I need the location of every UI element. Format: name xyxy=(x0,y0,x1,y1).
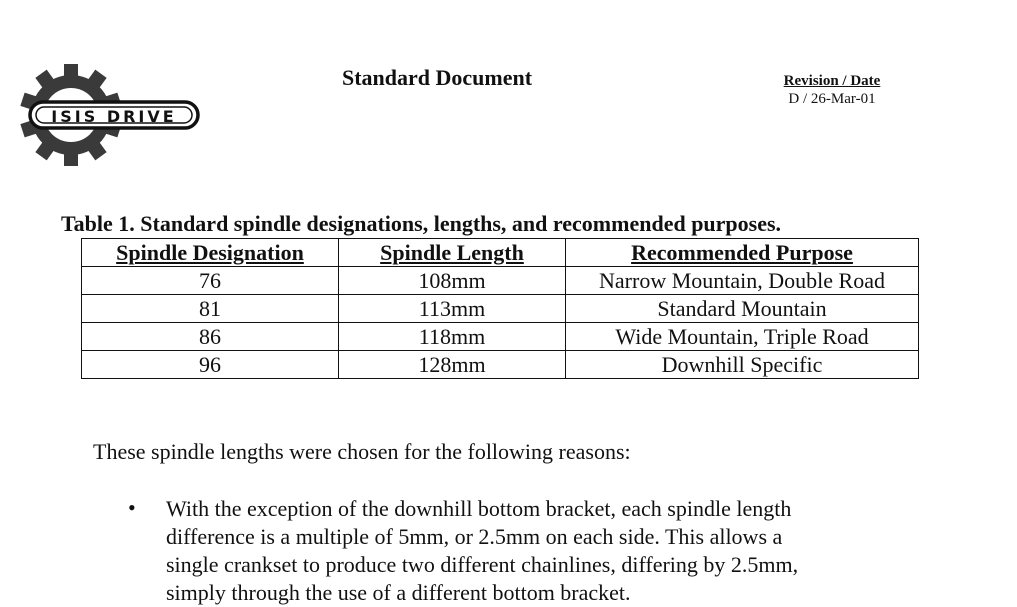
table-cell: 118mm xyxy=(339,323,566,351)
intro-paragraph: These spindle lengths were chosen for the following reasons: xyxy=(93,439,631,464)
table-cell: Wide Mountain, Triple Road xyxy=(566,323,919,351)
bullet-line: single crankset to produce two different chainlines, differing by 2.5mm, xyxy=(166,552,799,577)
bullet-marker: • xyxy=(128,495,136,520)
table-cell: 86 xyxy=(82,323,339,351)
table-cell: 96 xyxy=(82,351,339,379)
bullet-line: simply through the use of a different bottom bracket. xyxy=(166,580,631,605)
table-cell: 76 xyxy=(82,267,339,295)
document-title: Standard Document xyxy=(342,65,533,90)
table-cell: 113mm xyxy=(339,295,566,323)
revision-value: D / 26-Mar-01 xyxy=(788,91,876,107)
column-header: Spindle Designation xyxy=(82,239,339,267)
table-cell: 108mm xyxy=(339,267,566,295)
column-header: Recommended Purpose xyxy=(566,239,919,267)
bullet-item xyxy=(166,495,926,607)
table-row xyxy=(82,323,919,351)
revision-block xyxy=(778,73,886,108)
column-header: Spindle Length xyxy=(339,239,566,267)
table-caption: Table 1. Standard spindle designations, lengths, and recommended purposes. xyxy=(61,211,782,236)
logo-wordmark: ISIS DRIVE xyxy=(51,107,177,126)
table-row xyxy=(82,295,919,323)
bullet-line: With the exception of the downhill bottom bracket, each spindle length xyxy=(166,496,792,521)
table-cell: 81 xyxy=(82,295,339,323)
table-cell: Standard Mountain xyxy=(566,295,919,323)
table-row xyxy=(82,267,919,295)
spindle-table xyxy=(81,238,919,379)
table-cell: 128mm xyxy=(339,351,566,379)
isis-drive-logo xyxy=(10,62,202,168)
table-row xyxy=(82,351,919,379)
bullet-line: difference is a multiple of 5mm, or 2.5mm on each side. This allows a xyxy=(166,524,783,549)
table-cell: Downhill Specific xyxy=(566,351,919,379)
revision-label: Revision / Date xyxy=(783,73,881,89)
table-cell: Narrow Mountain, Double Road xyxy=(566,267,919,295)
table-header-row xyxy=(82,239,919,267)
